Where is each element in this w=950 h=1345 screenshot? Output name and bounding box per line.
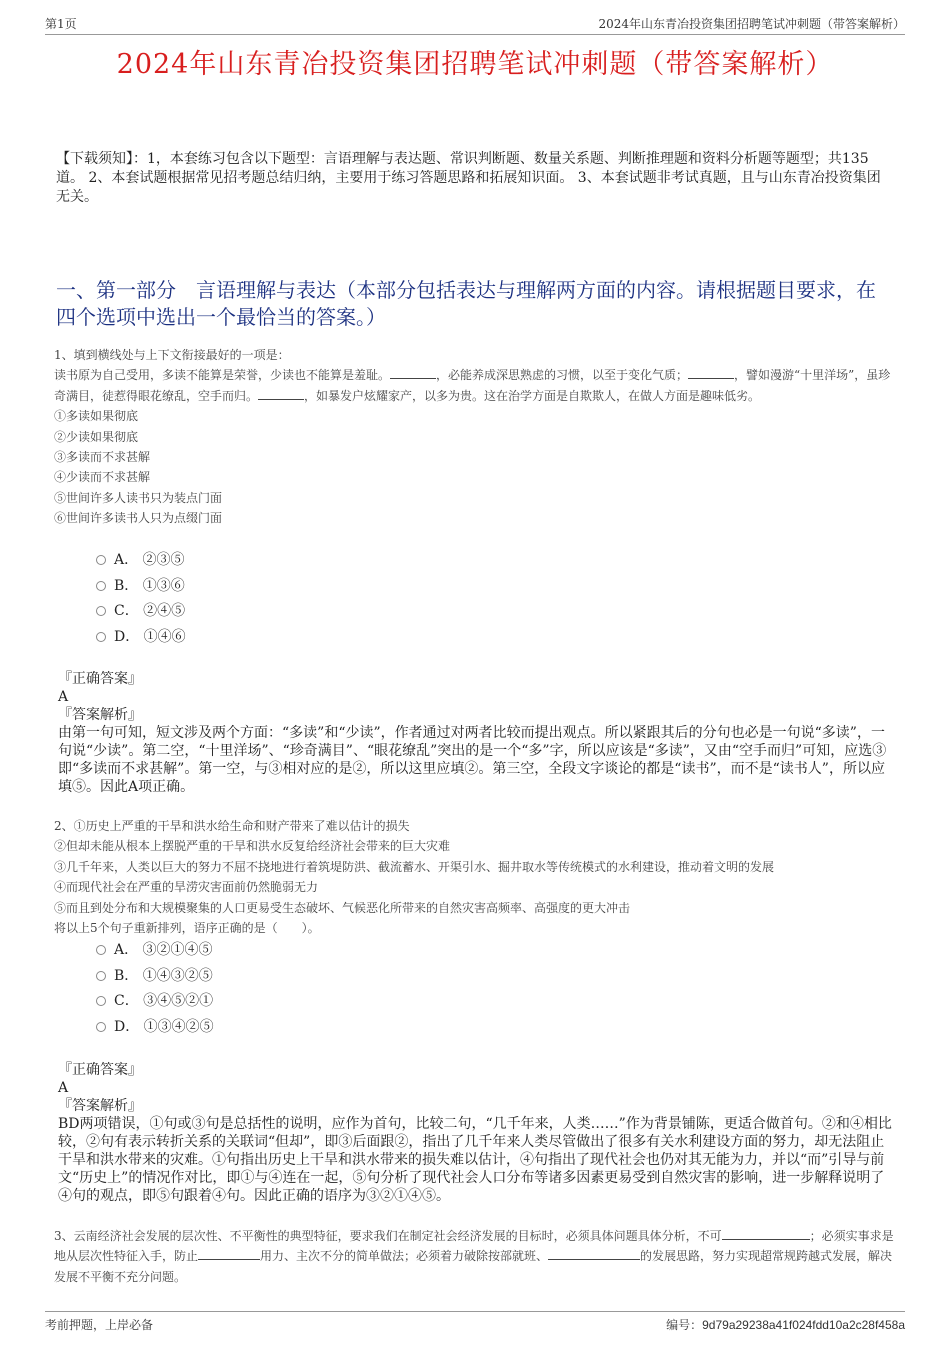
passage-text: ，如暴发户炫耀家产，以多为贵。这在治学方面是自欺欺人，在做人方面是趣味低劣。: [304, 388, 761, 403]
question-1: [54, 345, 899, 529]
page-footer: [45, 1311, 905, 1332]
option-b[interactable]: B． ①③⑥: [96, 574, 186, 600]
option-d[interactable]: D． ①④⑥: [96, 625, 186, 651]
list-item: ②少读如果彻底: [54, 429, 139, 444]
question-2-line: ②但却未能从根本上摆脱严重的干旱和洪水反复给经济社会带来的巨大灾难: [54, 839, 451, 854]
header-doc-title: 2024年山东青冶投资集团招聘笔试冲刺题（带答案解析）: [598, 17, 905, 31]
list-item: ①多读如果彻底: [54, 409, 139, 424]
page-number: 第1页: [45, 17, 77, 31]
page-header: [45, 12, 905, 35]
download-notice: 【下载须知】：1，本套练习包含以下题型：言语理解与表达题、常识判断题、数量关系题、判断推理题和资料分析题等题型；共135道。 2、本套试题根据常见招考题总结归纳，主要用于练习答题思路和拓展知识面。 3、本套试题非考试真题，且与山东青冶投资集团无关。: [56, 151, 881, 205]
passage-text: ，譬如漫游“十里洋场”，虽珍奇满目，徒惹得眼花缭乱，空手而归。: [54, 368, 891, 403]
list-item: ④少读而不求甚解: [54, 470, 151, 485]
answer-value: A: [58, 689, 69, 705]
question-1-passage: [54, 365, 899, 406]
question-2-options: [96, 938, 214, 1041]
radio-icon[interactable]: [96, 606, 106, 616]
fill-blank: [548, 1247, 640, 1260]
answer-label: 『正确答案』: [58, 1062, 142, 1078]
analysis-label: 『答案解析』: [58, 707, 142, 723]
answer-label: 『正确答案』: [58, 671, 142, 687]
fill-blank: [390, 366, 436, 379]
question-2-line: ③几千年来，人类以巨大的努力不屈不挠地进行着筑堤防洪、截流蓄水、开渠引水、掘井取水等传统模式的水利建设，推动着文明的发展: [54, 859, 775, 874]
code-value: 9d79a29238a41f024fdd10a2c28f458a: [702, 1318, 905, 1332]
radio-icon[interactable]: [96, 581, 106, 591]
passage-text: 读书原为自己受用，多读不能算是荣誉，少读也不能算是羞耻。: [54, 368, 391, 383]
document-title: 2024年山东青冶投资集团招聘笔试冲刺题（带答案解析）: [116, 49, 834, 80]
list-item: ⑥世间许多读书人只为点缀门面: [54, 511, 223, 526]
radio-icon[interactable]: [96, 996, 106, 1006]
radio-icon[interactable]: [96, 945, 106, 955]
analysis-label: 『答案解析』: [58, 1098, 142, 1114]
question-2-prompt: 将以上5个句子重新排列，语序正确的是（ ）。: [54, 921, 320, 936]
question-2-answer: [58, 1061, 896, 1205]
fill-blank: [258, 387, 304, 400]
section-heading: 一、第一部分 言语理解与表达（本部分包括表达与理解两方面的内容。请根据题目要求，在四个选项中选出一个最恰当的答案。）: [56, 278, 876, 329]
question-1-options: [96, 548, 186, 651]
radio-icon[interactable]: [96, 1022, 106, 1032]
question-1-stem: 1、填到横线处与上下文衔接最好的一项是：: [54, 348, 290, 362]
question-2-line: ⑤而且到处分布和大规模聚集的人口更易受生态破坏、气候恶化所带来的自然灾害高频率、高强度的更大冲击: [54, 900, 631, 915]
question-2: [54, 816, 899, 938]
question-3-text: 3、云南经济社会发展的层次性、不平衡性的典型特征，要求我们在制定社会经济发展的目标时，必须具体问题具体分析，不可 ；必须实事求是地从层次性特征入手，防止 用力、主次不分的简单做法；必须着力破除按部就班、 的发展思路，努力实现超常规跨越式发展，解决发展不平衡不充分问题。: [54, 1229, 894, 1284]
analysis-text: BD两项错误，①句或③句是总括性的说明，应作为首句，比较二句，“几千年来，人类……”作为背景铺陈，更适合做首句。②和④相比较，②句有表示转折关系的关联词“但却”，即③后面跟②，指出了几千年来人类尽管做出了很多有关水利建设方面的努力，却无法阻止干旱和洪水带来的灾难。①句指出历史上干旱和洪水带来的损失难以估计，④句指出了现代社会也仍对其无能为力，并以“而”引导与前文“历史上”的情况作对比，即①与④连在一起，⑤句分析了现代社会人口分布等诸多因素更易受到自然灾害的影响，进一步解释说明了④句的观点，即⑤句跟着④句。因此正确的语序为③②①④⑤。: [58, 1116, 892, 1204]
question-3: [54, 1226, 899, 1287]
answer-value: A: [58, 1080, 69, 1096]
option-a[interactable]: A． ②③⑤: [96, 548, 186, 574]
fill-blank: [688, 366, 734, 379]
question-2-line: ④而现代社会在严重的旱涝灾害面前仍然脆弱无力: [54, 880, 319, 895]
fill-blank: [722, 1227, 810, 1240]
option-c[interactable]: C． ③④⑤②①: [96, 989, 214, 1015]
list-item: ③多读而不求甚解: [54, 450, 151, 465]
option-a[interactable]: A． ③②①④⑤: [96, 938, 214, 964]
radio-icon[interactable]: [96, 555, 106, 565]
question-2-line: 2、①历史上严重的干旱和洪水给生命和财产带来了难以估计的损失: [54, 819, 410, 833]
analysis-text: 由第一句可知，短文涉及两个方面：“多读”和“少读”，作者通过对两者比较而提出观点。所以紧跟其后的分句也必是一句说“多读”，一句说“少读”。第二空，“十里洋场”、“珍奇满目”、“眼花缭乱”突出的是一个“多”字，所以应该是“多读”，又由“空手而归”可知，应选③即“多读而不求甚解”。第一空，与③相对应的是②，所以这里应填②。第三空，全段文字谈论的都是“读书”，而不是“读书人”，所以应填⑤。因此A项正确。: [58, 725, 887, 795]
question-1-answer: [58, 670, 896, 796]
fill-blank: [198, 1247, 260, 1260]
radio-icon[interactable]: [96, 632, 106, 642]
code-label: 编号：: [666, 1318, 703, 1332]
list-item: ⑤世间许多人读书只为装点门面: [54, 490, 223, 505]
option-c[interactable]: C． ②④⑤: [96, 599, 186, 625]
option-b[interactable]: B． ①④③②⑤: [96, 964, 214, 990]
passage-text: ，必能养成深思熟虑的习惯，以至于变化气质；: [436, 368, 689, 383]
radio-icon[interactable]: [96, 971, 106, 981]
footer-slogan: 考前押题，上岸必备: [45, 1318, 154, 1332]
option-d[interactable]: D． ①③④②⑤: [96, 1015, 214, 1041]
footer-code: [666, 1316, 905, 1333]
